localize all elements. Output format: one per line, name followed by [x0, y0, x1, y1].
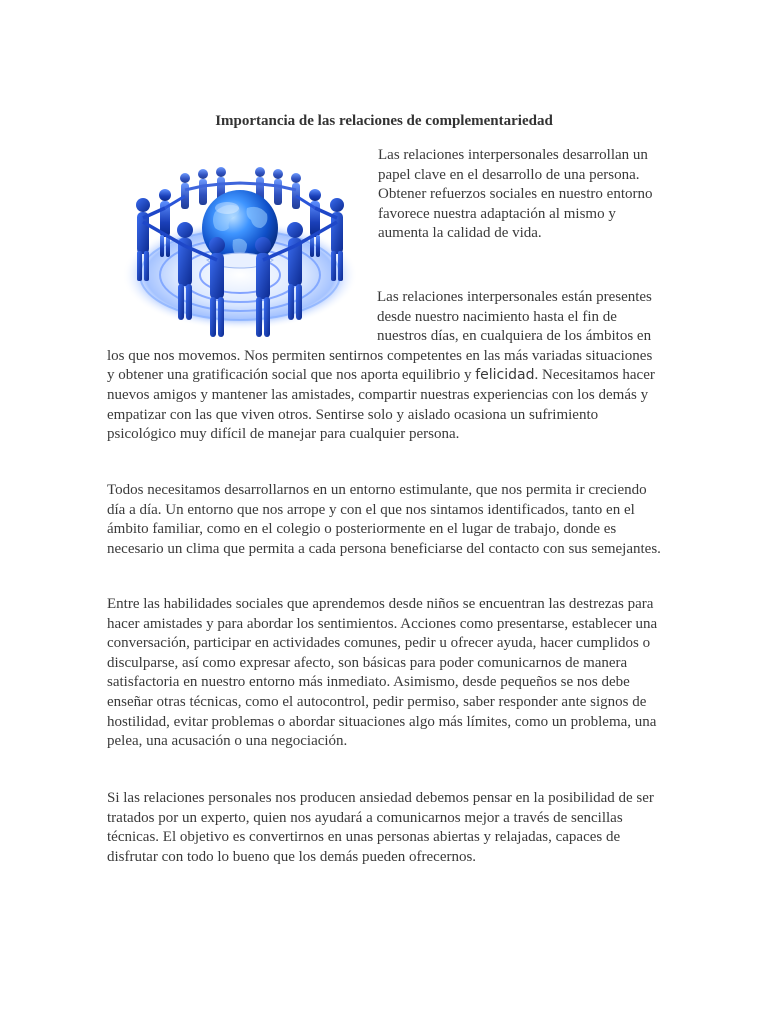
paragraph-presence-part-a: Las relaciones interpersonales están presentes desde nuestro nacimiento hasta el fin de nuestros días, en cualquiera de los ámbitos en los que nos movemos. Nos permiten sentirnos competentes en las más variadas situaciones y obtener una gratificación social que nos aporta equilibrio y	[107, 289, 653, 384]
paragraph-social-skills: Entre las habilidades sociales que aprendemos desde niños se encuentran las destrezas para hacer amistades y para abordar los sentimientos. Acciones como presentarse, establecer una conversación, participar en actividades comunes, pedir u ofrecer ayuda, hacer cumplidos o disculparse, así como expresar afecto, son básicas para poder comunicarnos de manera satisfactoria en nuestro entorno más inmediato. Asimismo, desde pequeños se nos debe enseñar otras técnicas, como el autocontrol, pedir permiso, saber responder ante signos de hostilidad, evitar problemas o abordar situaciones algo más límites, como un problema, una pelea, una acusación o una negociación.	[107, 596, 658, 750]
paragraph-presence-part-b: . Necesitamos hacer nuevos amigos y mantener las amistades, compartir nuestras experiencias con los demás y empatizar con las que viven otros. Sentirse solo y aislado ocasiona un sufrimiento psicológico muy difícil de manejar para cualquier persona.	[107, 367, 655, 443]
felicidad-link[interactable]: felicidad	[475, 367, 535, 384]
paragraph-environment: Todos necesitamos desarrollarnos en un entorno estimulante, que nos permita ir creciendo día a día. Un entorno que nos arrope y con el que nos sintamos identificados, tanto en el ámbito familiar, como en el colegio o posteriormente en el lugar de trabajo, donde es necesario un clima que permita a cada persona beneficiarse del contacto con sus semejantes.	[107, 482, 661, 557]
paragraph-intro: Las relaciones interpersonales desarrollan un papel clave en el desarrollo de una persona. Obtener refuerzos sociales en nuestro entorno favorece nuestra adaptación al mismo y aumenta la calidad de vida.	[378, 147, 653, 242]
image-wrap-spacer	[107, 288, 377, 345]
paragraph-anxiety: Si las relaciones personales nos producen ansiedad debemos pensar en la posibilidad de ser tratados por un experto, quien nos ayudará a comunicarnos mejor a través de sencillas técnicas. El objetivo es convertirnos en unas personas abiertas y relajadas, capaces de disfrutar con todo lo bueno que los demás pueden ofrecernos.	[107, 790, 654, 865]
document-title: Importancia de las relaciones de complementariedad	[215, 113, 553, 129]
paragraph-presence	[107, 288, 662, 445]
